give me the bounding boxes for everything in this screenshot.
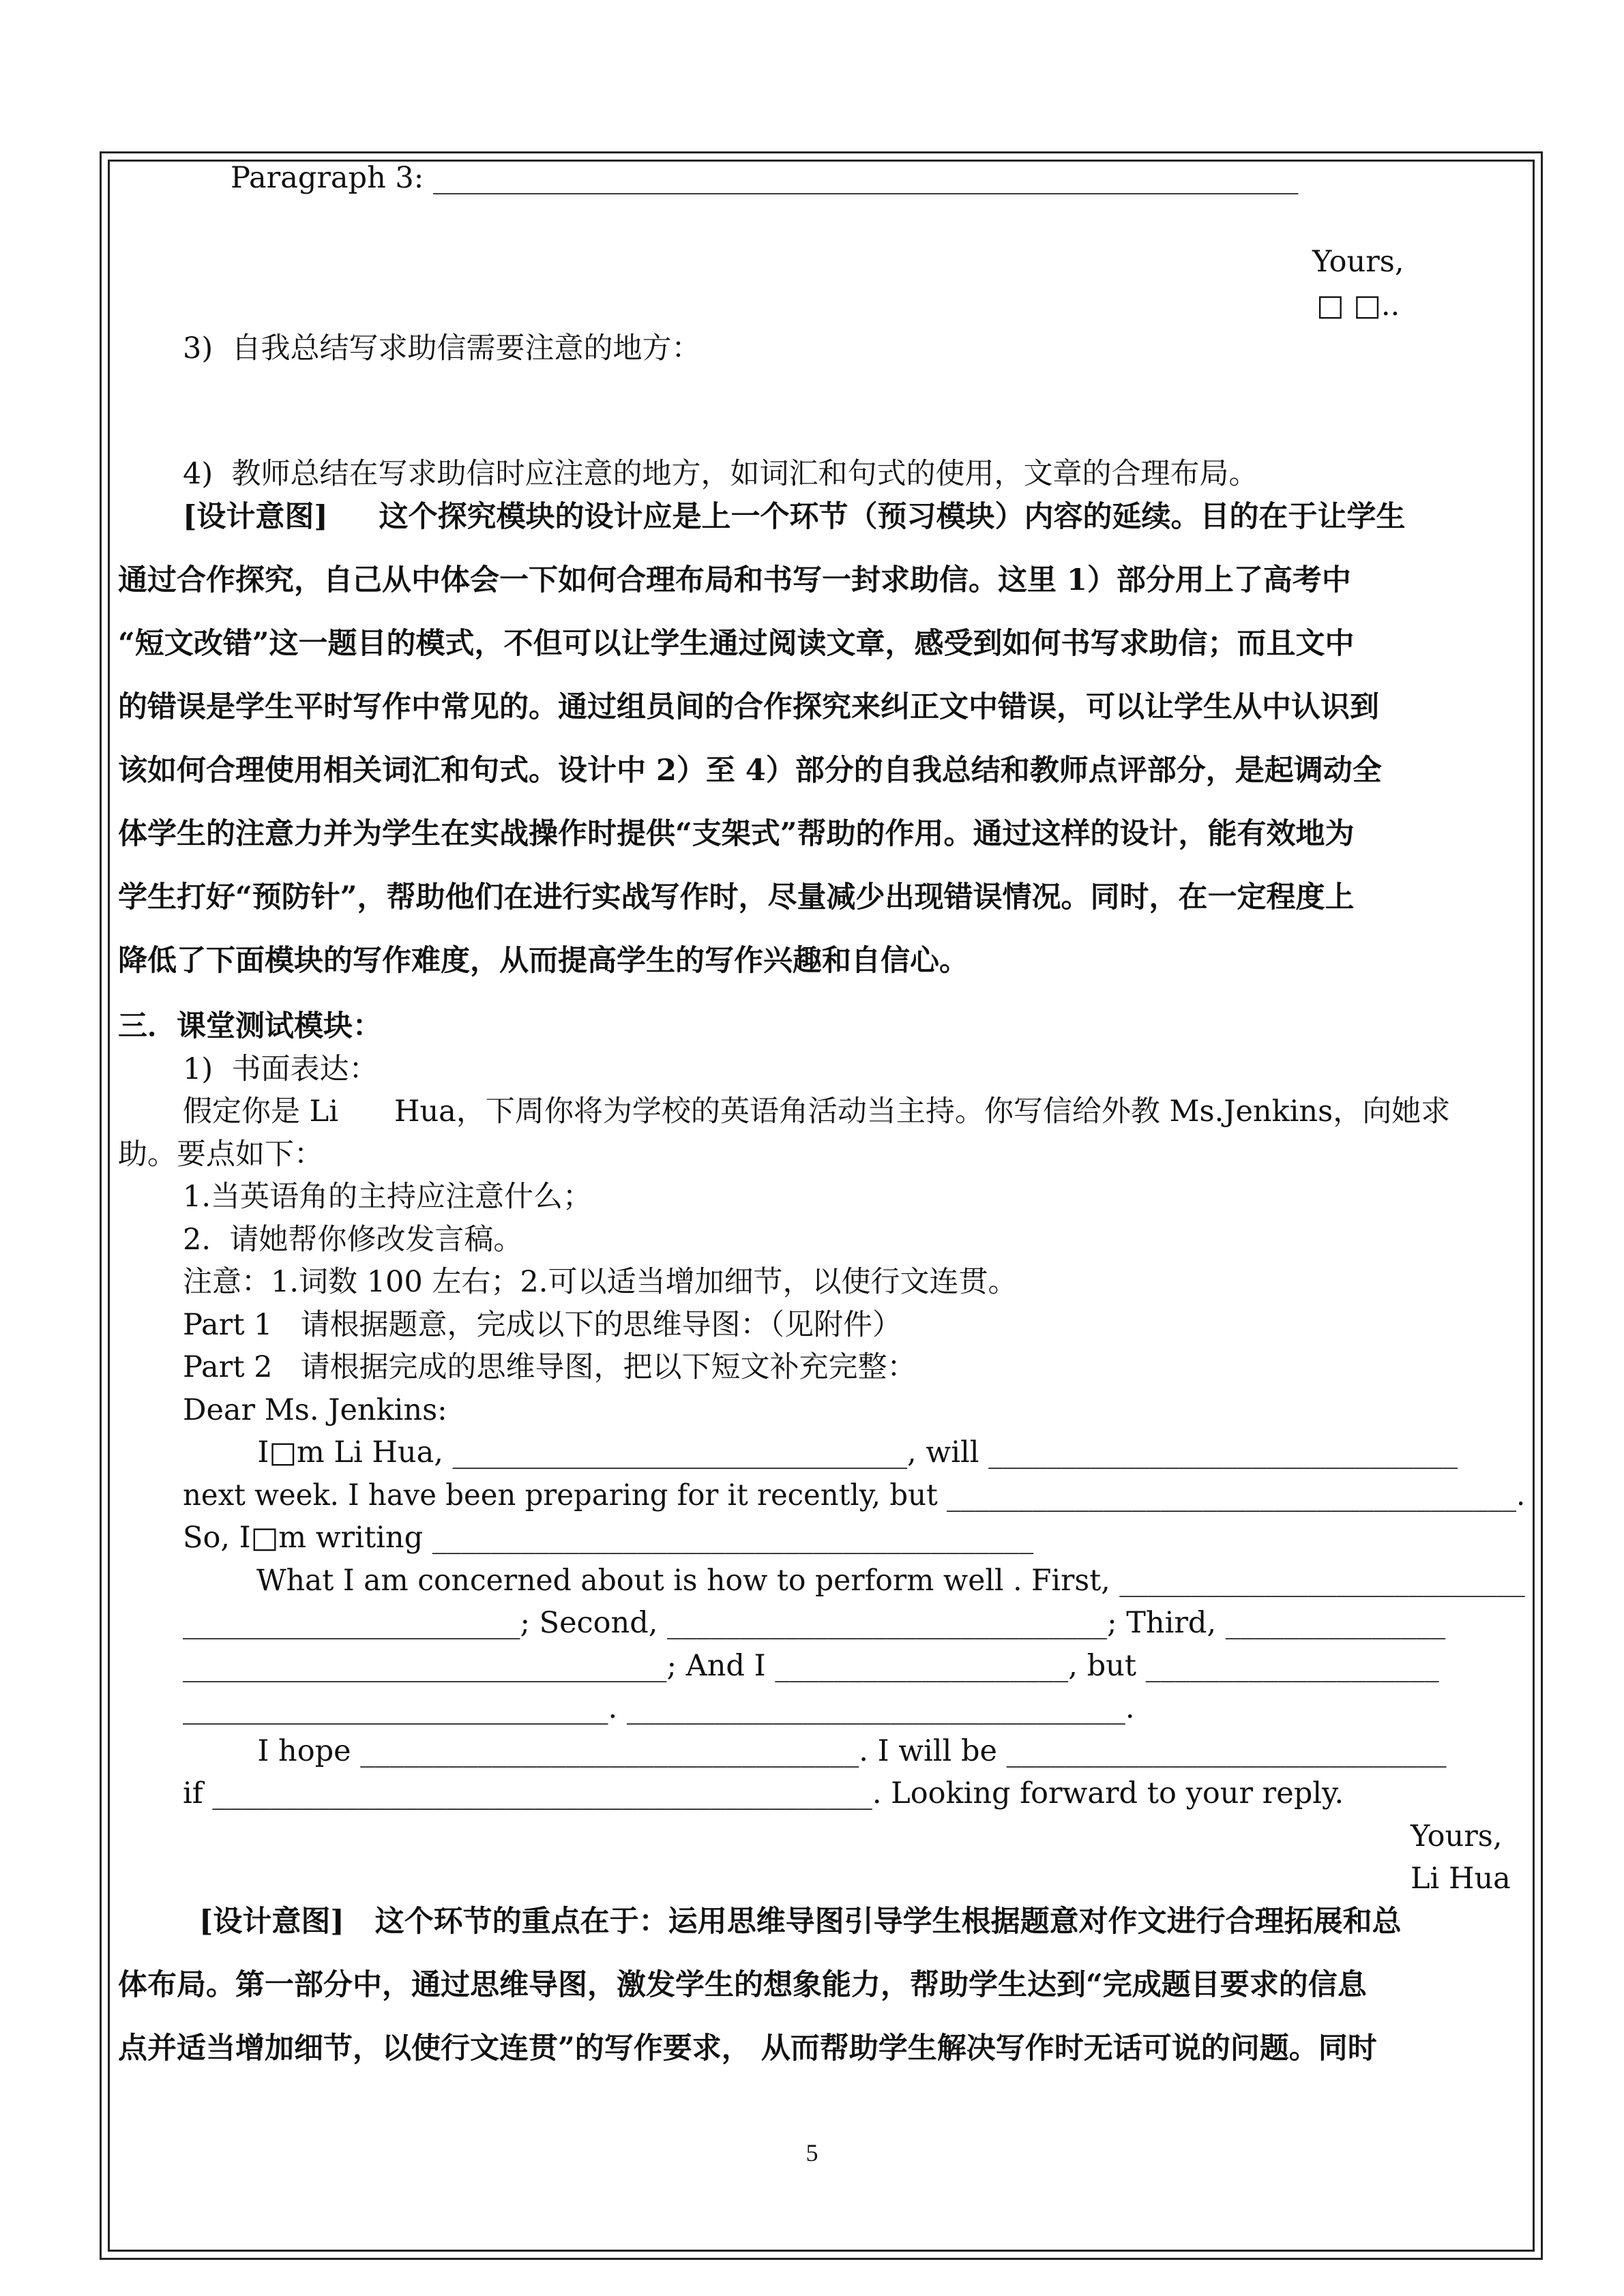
item3-self-summary: 3) 自我总结写求助信需要注意的地方： — [183, 331, 701, 366]
letter-line: _____________________________. __________________________________. — [183, 1691, 1135, 1725]
closing-yours: Yours, — [1312, 245, 1404, 279]
prompt-point-1: 1.当英语角的主持应注意什么； — [183, 1180, 593, 1214]
design-intent-line: [设计意图] 这个探究模块的设计应是上一个环节（预习模块）内容的延续。目的在于让学生 — [183, 500, 1406, 534]
design-intent-line: 体布局。第一部分中，通过思维导图，激发学生的想象能力，帮助学生达到“完成题目要求的信息 — [118, 1968, 1367, 2002]
letter-line: So, I□m writing _________________________________________ — [183, 1521, 1034, 1555]
design-intent-line: 学生打好“预防针”，帮助他们在进行实战写作时，尽量减少出现错误情况。同时，在一定程度上 — [118, 880, 1355, 914]
closing-signature: □ □.. — [1316, 288, 1400, 323]
prompt-line: 假定你是 Li Hua，下周你将为学校的英语角活动当主持。你写信给外教 Ms.Jenkins，向她求 — [183, 1094, 1451, 1129]
design-intent-line: “短文改错”这一题目的模式，不但可以让学生通过阅读文章，感受到如何书写求助信；而且文中 — [118, 627, 1355, 661]
prompt-line: 助。要点如下： — [118, 1137, 323, 1172]
letter-line: _______________________; Second, ______________________________; Third, _______________ — [183, 1606, 1446, 1640]
page-number: 5 — [806, 2139, 818, 2166]
letter-line: Dear Ms. Jenkins: — [183, 1393, 447, 1427]
letter-line: _________________________________; And I ____________________, but ____________________ — [183, 1649, 1439, 1683]
prompt-point-2: 2. 请她帮你修改发言稿。 — [183, 1223, 523, 1257]
paragraph3-blank: Paragraph 3: ___________________________________________________________ — [231, 161, 1299, 195]
item4-teacher-summary: 4) 教师总结在写求助信时应注意的地方，如词汇和句式的使用，文章的合理布局。 — [183, 457, 1258, 491]
design-intent-line: 通过合作探究，自己从中体会一下如何合理布局和书写一封求助信。这里 1）部分用上了高考中 — [118, 563, 1351, 597]
design-intent-line: 该如何合理使用相关词汇和句式。设计中 2）至 4）部分的自我总结和教师点评部分，是起调动全 — [118, 754, 1382, 788]
letter-line: next week. I have been preparing for it recently, but ________________________________________. — [183, 1478, 1526, 1512]
letter-closing-yours: Yours, — [1411, 1819, 1503, 1853]
design-intent-line: 体学生的注意力并为学生在实战操作时提供“支架式”帮助的作用。通过这样的设计，能有效地为 — [118, 817, 1355, 851]
design-intent-line: 的错误是学生平时写作中常见的。通过组员间的合作探究来纠正文中错误，可以让学生从中认识到 — [118, 690, 1379, 724]
section3-heading: 三．课堂测试模块： — [118, 1009, 382, 1043]
item1-written-expression: 1) 书面表达： — [183, 1052, 379, 1086]
design-intent-line: 降低了下面模块的写作难度，从而提高学生的写作兴趣和自信心。 — [118, 944, 969, 978]
design-intent-line: [设计意图] 这个环节的重点在于：运用思维导图引导学生根据题意对作文进行合理拓展和总 — [199, 1905, 1402, 1939]
letter-line: What I am concerned about is how to perform well . First, ____________________________ — [183, 1564, 1525, 1598]
letter-line: I hope __________________________________. I will be ______________________________ — [183, 1734, 1447, 1768]
prompt-note: 注意：1.词数 100 左右；2.可以适当增加细节，以使行文连贯。 — [183, 1265, 1018, 1299]
part2-instruction: Part 2 请根据完成的思维导图，把以下短文补充完整： — [183, 1350, 917, 1384]
part1-instruction: Part 1 请根据题意，完成以下的思维导图：（见附件） — [183, 1308, 902, 1342]
letter-line: I□m Li Hua, _______________________________, will ________________________________ — [183, 1435, 1458, 1470]
letter-signature: Li Hua — [1411, 1862, 1511, 1896]
letter-line: if _____________________________________________. Looking forward to your reply. — [183, 1776, 1344, 1810]
design-intent-line: 点并适当增加细节，以使行文连贯”的写作要求， 从而帮助学生解决写作时无话可说的问题。同时 — [118, 2031, 1377, 2066]
